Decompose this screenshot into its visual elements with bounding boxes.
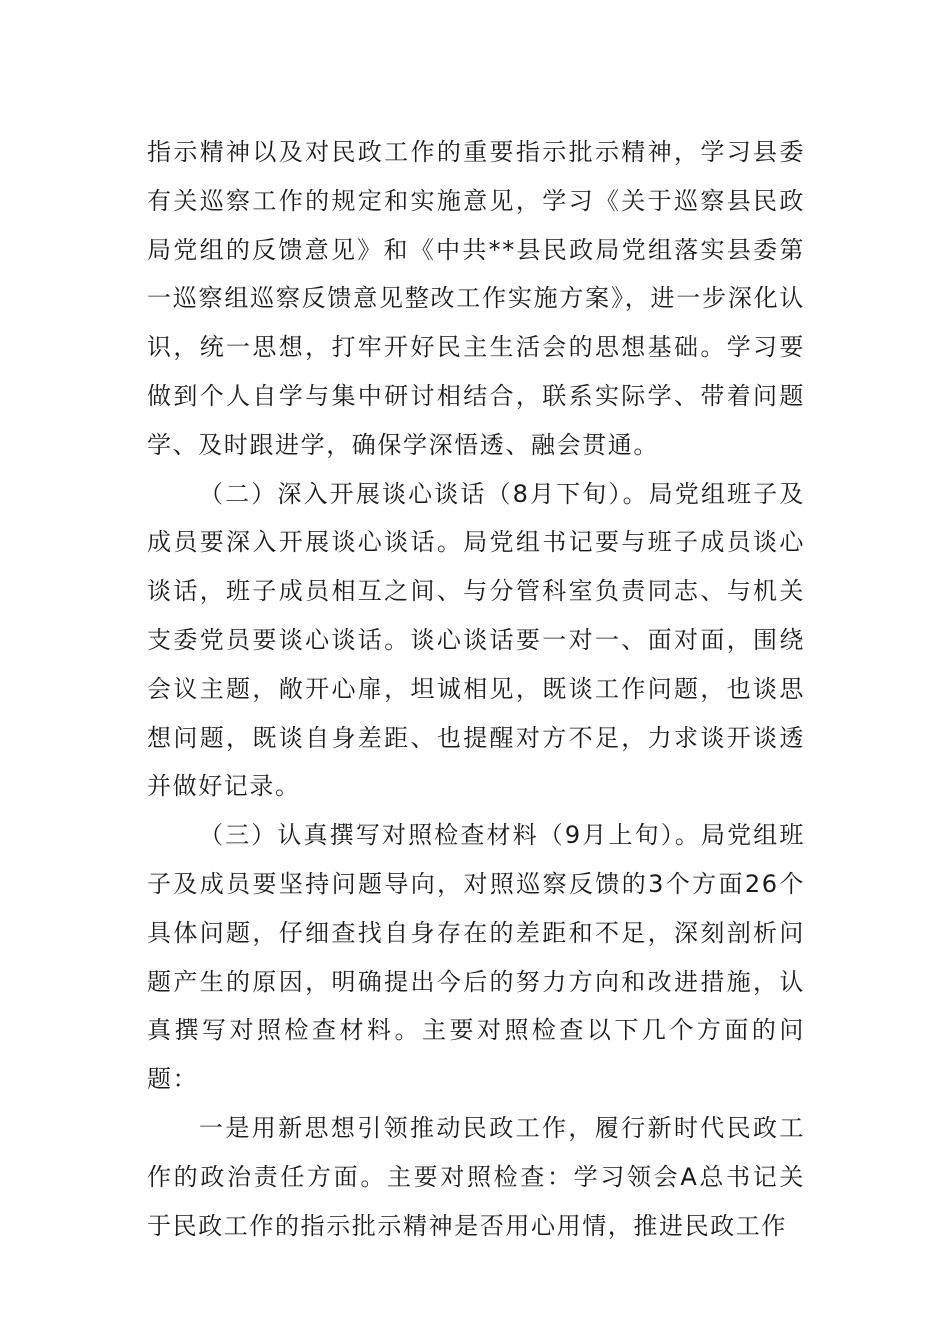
paragraph-study-continued: 指示精神以及对民政工作的重要指示批示精神，学习县委有关巡察工作的规定和实施意见，学习《关于巡察县民政局党组的反馈意见》和《中共**县民政局党组落实县委第一巡察组巡察反馈意见整改工作实施方案》，进一步深化认识，统一思想，打牢开好民主生活会的思想基础。学习要做到个人自学与集中研讨相结合，联系实际学、带着问题学、及时跟进学，确保学深悟透、融会贯通。 [147, 138, 805, 459]
document-body [147, 128, 805, 1250]
paragraph-heart-to-heart-talks: （二）深入开展谈心谈话（8月下旬）。局党组班子及成员要深入开展谈心谈话。局党组书记要与班子成员谈心谈话，班子成员相互之间、与分管科室负责同志、与机关支委党员要谈心谈话。谈心谈话要一对一、面对面，围绕会议主题，敞开心扉，坦诚相见，既谈工作问题，也谈思想问题，既谈自身差距、也提醒对方不足，力求谈开谈透并做好记录。 [147, 479, 805, 801]
paragraph-self-examination-materials: （三）认真撰写对照检查材料（9月上旬）。局党组班子及成员要坚持问题导向，对照巡察反馈的3个方面26个具体问题，仔细查找自身存在的差距和不足，深刻剖析问题产生的原因，明确提出今后的努力方向和改进措施，认真撰写对照检查材料。主要对照检查以下几个方面的问题： [147, 821, 805, 1094]
paragraph-new-thought-civil-affairs: 一是用新思想引领推动民政工作，履行新时代民政工作的政治责任方面。主要对照检查：学习领会A总书记关于民政工作的指示批示精神是否用心用情，推进民政工作 [147, 1113, 805, 1240]
